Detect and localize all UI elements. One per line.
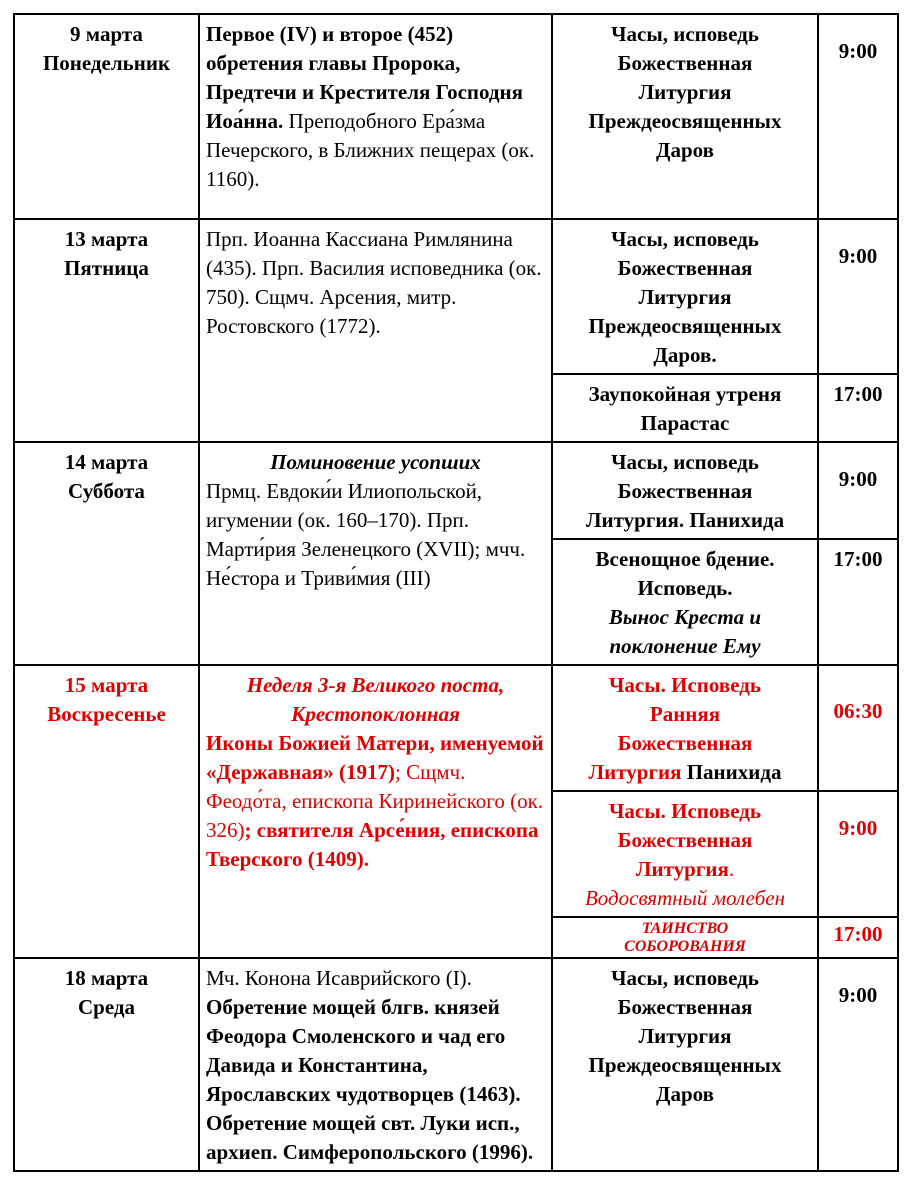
- service-line: Преждеосвященных: [588, 109, 782, 133]
- service-line: Даров: [656, 1082, 714, 1106]
- time-cell: 9:00: [818, 14, 898, 219]
- service-line: Преждеосвященных: [588, 1053, 782, 1077]
- time-cell: 9:00: [818, 442, 898, 539]
- service-cell: [552, 374, 818, 442]
- service-line: Божественная: [617, 995, 753, 1019]
- service-line: Водосвятный молебен: [584, 886, 786, 910]
- time-cell: 9:00: [818, 791, 898, 917]
- date-cell: [14, 219, 199, 442]
- weekday-label: Пятница: [64, 256, 149, 280]
- service-line: Преждеосвященных: [588, 314, 782, 338]
- time-cell: 06:30: [818, 665, 898, 791]
- service-line: Литургия: [638, 285, 732, 309]
- feast-title: Крестопоклонная: [291, 702, 460, 726]
- service-cell: [552, 791, 818, 917]
- saints-cell: [199, 219, 552, 442]
- service-cell: [552, 665, 818, 791]
- service-cell: [552, 14, 818, 219]
- time-cell: 17:00: [818, 374, 898, 442]
- date-label: 18 марта: [64, 966, 149, 990]
- saints-cell: [199, 958, 552, 1171]
- date-cell: [14, 665, 199, 958]
- service-line: Вынос Креста и: [608, 605, 762, 629]
- time-cell: 17:00: [818, 539, 898, 665]
- weekday-label: Среда: [77, 995, 135, 1019]
- feast-text: Иконы Божией Матери, именуемой «Державная» (1917): [206, 731, 544, 784]
- service-line: Часы, исповедь: [611, 966, 759, 990]
- service-line: Исповедь.: [637, 576, 733, 600]
- service-line: СОБОРОВАНИЯ: [624, 938, 746, 955]
- service-line: ТАИНСТВО: [641, 920, 729, 937]
- date-cell: [14, 14, 199, 219]
- service-line: Часы, исповедь: [611, 22, 759, 46]
- feast-text: ; святителя Арсе́ния, епископа Тверского (1409).: [206, 818, 539, 871]
- service-line: Божественная: [617, 828, 753, 852]
- table-row: [14, 442, 898, 539]
- saints-cell: [199, 14, 552, 219]
- saints-text: Прмц. Евдоки́и Илиопольской, игумении (ок. 160–170). Прп. Марти́рия Зеленецкого (XVII); мчч. Не́стора и Триви́мия (III): [206, 479, 526, 590]
- weekday-label: Воскресенье: [47, 702, 166, 726]
- service-line: Заупокойная утреня: [588, 382, 782, 406]
- feast-text: Первое (IV) и второе (452) обретения главы Пророка, Предтечи и Крестителя Господня Иоа́нна.: [206, 22, 523, 133]
- saints-cell: [199, 665, 552, 958]
- service-cell: [552, 219, 818, 374]
- service-line: Часы, исповедь: [611, 450, 759, 474]
- saints-text: Мч. Конона Исаврийского (I).: [206, 966, 472, 990]
- date-cell: [14, 442, 199, 665]
- service-line: Даров: [656, 138, 714, 162]
- date-label: 13 марта: [64, 227, 149, 251]
- service-line: Божественная: [617, 51, 753, 75]
- saints-cell: [199, 442, 552, 665]
- weekday-label: Понедельник: [42, 51, 171, 75]
- time-cell: 9:00: [818, 219, 898, 374]
- feast-title: Поминовение усопших: [270, 450, 481, 474]
- service-line: Литургия: [635, 857, 729, 881]
- service-line: Литургия: [588, 760, 682, 784]
- saints-text: Прп. Иоанна Кассиана Римлянина (435). Прп. Василия исповедника (ок. 750). Сщмч. Арсения, митр. Ростовского (1772).: [206, 227, 542, 338]
- date-label: 9 марта: [70, 22, 143, 46]
- service-line: Даров.: [653, 343, 717, 367]
- saints-text: ; Сщмч. Феодо́та, епископа Киринейского (ок. 326): [206, 760, 544, 842]
- service-line: .: [728, 857, 735, 881]
- service-line: Часы, исповедь: [611, 227, 759, 251]
- feast-text: Обретение мощей блгв. князей Феодора Смоленского и чад его Давида и Константина, Ярославских чудотворцев (1463). Обретение мощей свт. Луки исп., архиеп. Симферопольского (1996).: [206, 995, 534, 1164]
- service-cell: [552, 958, 818, 1171]
- table-row: [14, 665, 898, 791]
- service-line: поклонение Ему: [609, 634, 761, 658]
- schedule-table: [13, 13, 899, 1172]
- weekday-label: Суббота: [68, 479, 145, 503]
- saints-text: Преподобного Ера́зма Печерского, в Ближних пещерах (ок. 1160).: [206, 109, 535, 191]
- service-line: Панихида: [681, 760, 782, 784]
- service-line: Божественная: [617, 256, 753, 280]
- date-label: 15 марта: [64, 673, 149, 697]
- service-line: Часы. Исповедь: [609, 673, 761, 697]
- service-line: Литургия: [638, 1024, 732, 1048]
- service-cell: [552, 917, 818, 958]
- service-line: Божественная: [617, 479, 753, 503]
- service-cell: [552, 442, 818, 539]
- table-row: [14, 14, 898, 219]
- service-line: Ранняя: [649, 702, 721, 726]
- time-cell: 9:00: [818, 958, 898, 1171]
- service-cell: [552, 539, 818, 665]
- service-line: Божественная: [617, 731, 753, 755]
- schedule: [13, 13, 897, 1189]
- service-line: Часы. Исповедь: [609, 799, 761, 823]
- service-line: Литургия. Панихида: [585, 508, 785, 532]
- table-row: [14, 219, 898, 374]
- date-cell: [14, 958, 199, 1171]
- feast-title: Неделя 3-я Великого поста,: [246, 673, 505, 697]
- service-line: Парастас: [640, 411, 730, 435]
- service-line: Литургия: [638, 80, 732, 104]
- time-cell: 17:00: [818, 917, 898, 958]
- date-label: 14 марта: [64, 450, 149, 474]
- table-row: [14, 958, 898, 1171]
- service-line: Всенощное бдение.: [595, 547, 775, 571]
